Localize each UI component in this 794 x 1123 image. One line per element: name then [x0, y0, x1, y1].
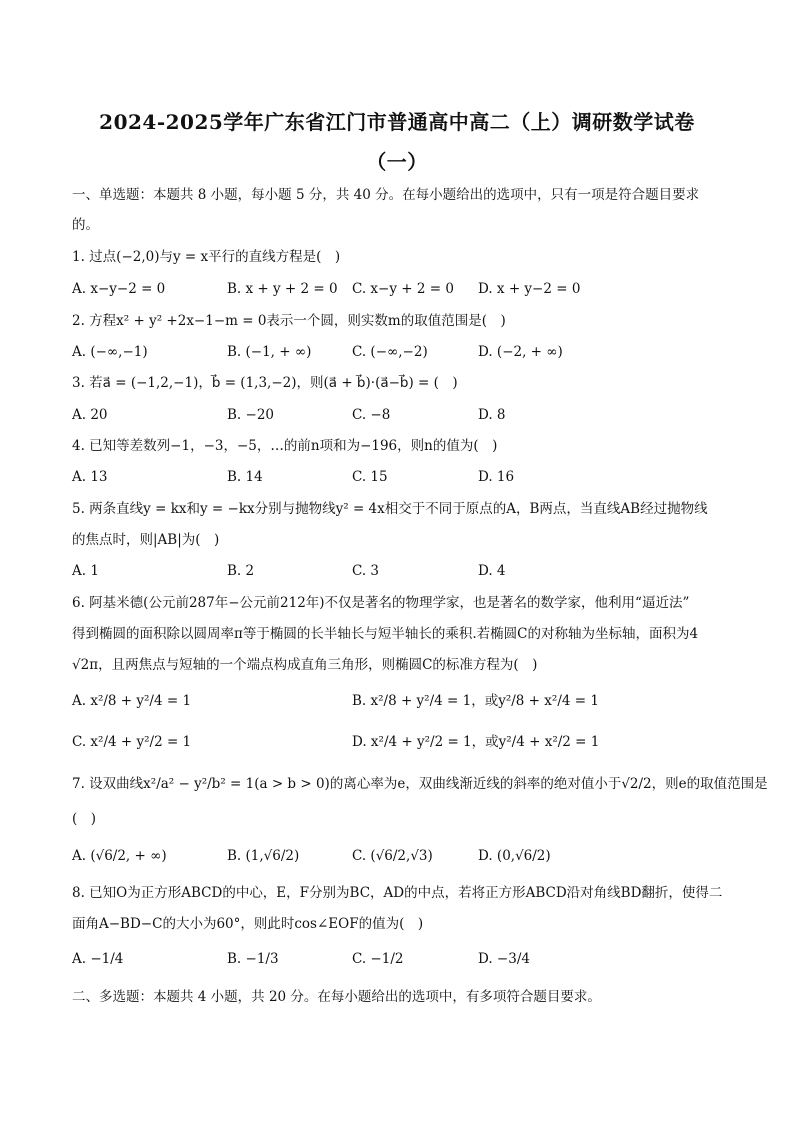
- option-a: A. 20: [72, 407, 108, 423]
- section2-header: 二、多选题：本题共 4 小题，共 20 分。在每小题给出的选项中，有多项符合题目要求。: [72, 989, 601, 1005]
- question-5-stem: 5. 两条直线y = kx和y = −kx分别与抛物线y² = 4x相交于不同于原点的A，B两点，当直线AB经过抛物线: [72, 501, 708, 517]
- exam-title-suffix: （一）: [366, 150, 428, 174]
- section1-header: 一、单选题：本题共 8 小题，每小题 5 分，共 40 分。在每小题给出的选项中，只有一项是符合题目要求: [72, 187, 700, 203]
- option-a: A. (√6/2, + ∞): [72, 848, 167, 864]
- option-b: B. −1/3: [227, 951, 279, 967]
- option-b: B. 14: [227, 469, 263, 485]
- question-1-options: [72, 280, 732, 300]
- option-c: C. x−y + 2 = 0: [352, 281, 454, 297]
- option-d: D. 16: [478, 469, 515, 485]
- option-b: B. x + y + 2 = 0: [227, 281, 338, 297]
- question-5-stem-cont: 的焦点时，则|AB|为( ): [72, 532, 220, 548]
- option-b: B. −20: [227, 407, 274, 423]
- option-d: D. x²/4 + y²/2 = 1，或y²/4 + x²/2 = 1: [352, 734, 600, 750]
- option-a: A. 13: [72, 469, 108, 485]
- question-6-options-row1: [72, 692, 732, 712]
- question-3-stem: 3. 若a⃗ = (−1,2,−1)，b⃗ = (1,3,−2)，则(a⃗ + b⃗)·(a⃗−b⃗) = ( ): [72, 375, 458, 391]
- option-a: A. −1/4: [72, 951, 124, 967]
- question-6-stem-cont: 得到椭圆的面积除以圆周率π等于椭圆的长半轴长与短半轴长的乘积.若椭圆C的对称轴为坐标轴，面积为4: [72, 626, 699, 642]
- option-d: D. (−2, + ∞): [478, 344, 563, 360]
- option-d: D. −3/4: [478, 951, 530, 967]
- section1-header-cont: 的。: [72, 217, 99, 233]
- question-3-options: [72, 406, 732, 426]
- option-c: C. 15: [352, 469, 388, 485]
- option-d: D. 4: [478, 563, 506, 579]
- question-7-stem-cont: ( ): [72, 811, 97, 827]
- question-4-stem: 4. 已知等差数列−1，−3，−5，…的前n项和为−196，则n的值为( ): [72, 438, 498, 454]
- question-8-stem-cont: 面角A−BD−C的大小为60°，则此时cos∠EOF的值为( ): [72, 916, 424, 932]
- option-c: C. (√6/2,√3): [352, 848, 433, 864]
- option-c: C. (−∞,−2): [352, 344, 428, 360]
- question-1-stem: 1. 过点(−2,0)与y = x平行的直线方程是( ): [72, 249, 341, 265]
- question-4-options: [72, 468, 732, 488]
- question-6-stem: 6. 阿基米德(公元前287年−公元前212年)不仅是著名的物理学家，也是著名的数学家，他利用“逼近法”: [72, 595, 690, 611]
- question-2-options: [72, 343, 732, 363]
- question-8-options: [72, 950, 732, 970]
- option-b: B. (1,√6/2): [227, 848, 300, 864]
- question-7-stem: 7. 设双曲线x²/a² − y²/b² = 1(a > b > 0)的离心率为e，双曲线渐近线的斜率的绝对值小于√2/2，则e的取值范围是: [72, 776, 768, 792]
- option-d: D. x + y−2 = 0: [478, 281, 581, 297]
- option-c: C. 3: [352, 563, 380, 579]
- option-a: A. x²/8 + y²/4 = 1: [72, 693, 192, 709]
- question-8-stem: 8. 已知O为正方形ABCD的中心，E，F分别为BC，AD的中点，若将正方形ABCD沿对角线BD翻折，使得二: [72, 885, 723, 901]
- option-d: D. 8: [478, 407, 506, 423]
- option-a: A. (−∞,−1): [72, 344, 148, 360]
- option-d: D. (0,√6/2): [478, 848, 551, 864]
- question-6-stem-cont2: √2π，且两焦点与短轴的一个端点构成直角三角形，则椭圆C的标准方程为( ): [72, 657, 538, 673]
- question-5-options: [72, 562, 732, 582]
- exam-title: 2024-2025学年广东省江门市普通高中高二（上）调研数学试卷: [99, 110, 695, 134]
- option-a: A. x−y−2 = 0: [72, 281, 166, 297]
- option-a: A. 1: [72, 563, 99, 579]
- question-6-options-row2: [72, 733, 732, 753]
- option-b: B. (−1, + ∞): [227, 344, 312, 360]
- option-c: C. x²/4 + y²/2 = 1: [72, 734, 192, 750]
- option-c: C. −8: [352, 407, 391, 423]
- question-7-options: [72, 847, 732, 867]
- option-c: C. −1/2: [352, 951, 404, 967]
- option-b: B. x²/8 + y²/4 = 1，或y²/8 + x²/4 = 1: [352, 693, 599, 709]
- option-b: B. 2: [227, 563, 255, 579]
- question-2-stem: 2. 方程x² + y² +2x−1−m = 0表示一个圆，则实数m的取值范围是( ): [72, 313, 506, 329]
